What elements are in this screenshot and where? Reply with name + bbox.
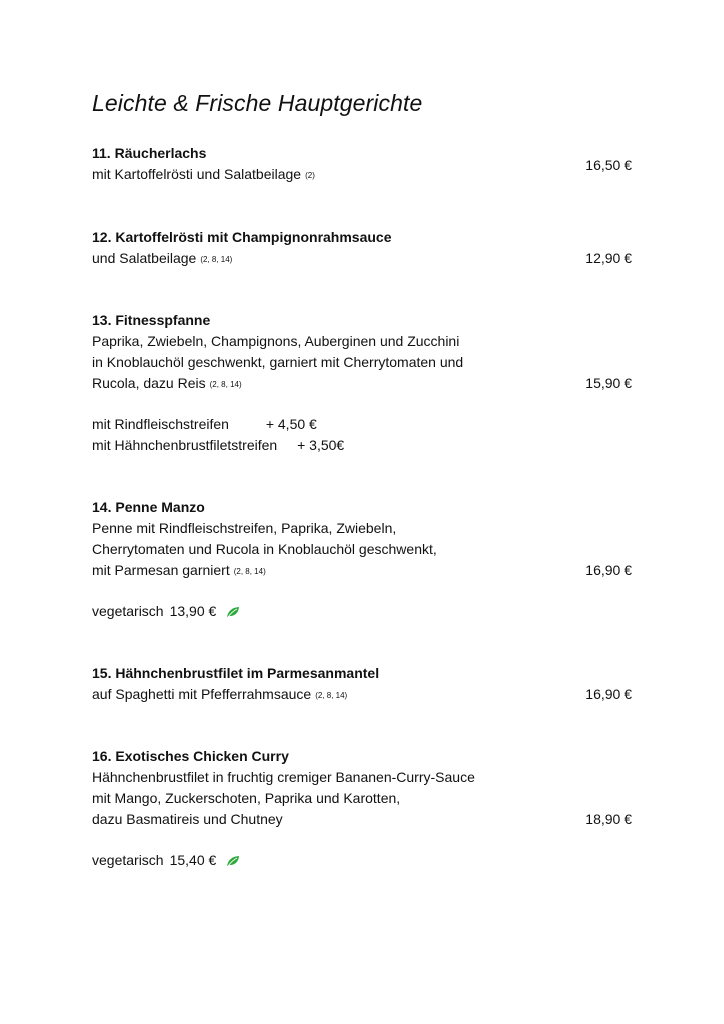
- extra-label: mit Hähnchenbrustfiletstreifen: [92, 437, 278, 453]
- dish-name: 12. Kartoffelrösti mit Champignonrahmsauce: [92, 229, 392, 245]
- extra-price: + 4,50 €: [265, 416, 317, 432]
- page-title: Leichte & Frische Hauptgerichte: [92, 90, 423, 116]
- extra-label: mit Rindfleischstreifen: [92, 416, 229, 432]
- dish-name: 16. Exotisches Chicken Curry: [92, 748, 289, 764]
- dish-15: [92, 663, 632, 706]
- leaf-icon: [226, 606, 240, 618]
- leaf-icon: [226, 855, 240, 867]
- dish-description: mit Parmesan garniert (2, 8, 14): [92, 562, 266, 578]
- extra-option-beef: [92, 414, 317, 435]
- dish-name: 13. Fitnesspfanne: [92, 312, 211, 328]
- allergen-codes: (2, 8, 14): [315, 691, 348, 700]
- dish-name: 14. Penne Manzo: [92, 499, 205, 515]
- vegetarian-price: 13,90 €: [169, 603, 217, 619]
- dish-description: Penne mit Rindfleischstreifen, Paprika, Zwiebeln,: [92, 520, 397, 536]
- vegetarian-label: vegetarisch: [92, 852, 164, 868]
- dish-description: mit Mango, Zuckerschoten, Paprika und Karotten,: [92, 790, 401, 806]
- dish-price: 16,90 €: [585, 562, 632, 578]
- dish-name: 15. Hähnchenbrustfilet im Parmesanmantel: [92, 665, 380, 681]
- dish-price: 12,90 €: [585, 250, 632, 266]
- dish-11: [92, 143, 632, 186]
- allergen-codes: (2, 8, 14): [209, 380, 242, 389]
- dish-description: in Knoblauchöl geschwenkt, garniert mit Cherrytomaten und: [92, 354, 464, 370]
- dish-13: [92, 310, 632, 395]
- allergen-codes: (2): [305, 171, 315, 180]
- dish-12: [92, 227, 632, 270]
- dish-price: 16,50 €: [585, 157, 632, 173]
- vegetarian-label: vegetarisch: [92, 603, 164, 619]
- dish-price: 15,90 €: [585, 375, 632, 391]
- dish-name: 11. Räucherlachs: [92, 145, 207, 161]
- dish-16: [92, 746, 632, 830]
- extra-price: + 3,50€: [297, 437, 345, 453]
- dish-description: und Salatbeilage (2, 8, 14): [92, 250, 233, 266]
- dish-price: 16,90 €: [585, 686, 632, 702]
- dish-14: [92, 497, 632, 582]
- dish-description: Paprika, Zwiebeln, Champignons, Auberginen und Zucchini: [92, 333, 460, 349]
- dish-description: Cherrytomaten und Rucola in Knoblauchöl geschwenkt,: [92, 541, 437, 557]
- dish-price: 18,90 €: [585, 811, 632, 827]
- dish-description: dazu Basmatireis und Chutney: [92, 811, 283, 827]
- allergen-codes: (2, 8, 14): [233, 567, 266, 576]
- allergen-codes: (2, 8, 14): [200, 255, 233, 264]
- dish-description: Hähnchenbrustfilet in fruchtig cremiger Bananen-Curry-Sauce: [92, 769, 475, 785]
- dish-description: Rucola, dazu Reis (2, 8, 14): [92, 375, 242, 391]
- dish-description: auf Spaghetti mit Pfefferrahmsauce (2, 8, 14): [92, 686, 348, 702]
- dish-description: mit Kartoffelrösti und Salatbeilage (2): [92, 166, 315, 182]
- vegetarian-price: 15,40 €: [169, 852, 217, 868]
- vegetarian-option: [92, 850, 240, 871]
- vegetarian-option: [92, 601, 240, 622]
- extra-option-chicken: [92, 435, 344, 456]
